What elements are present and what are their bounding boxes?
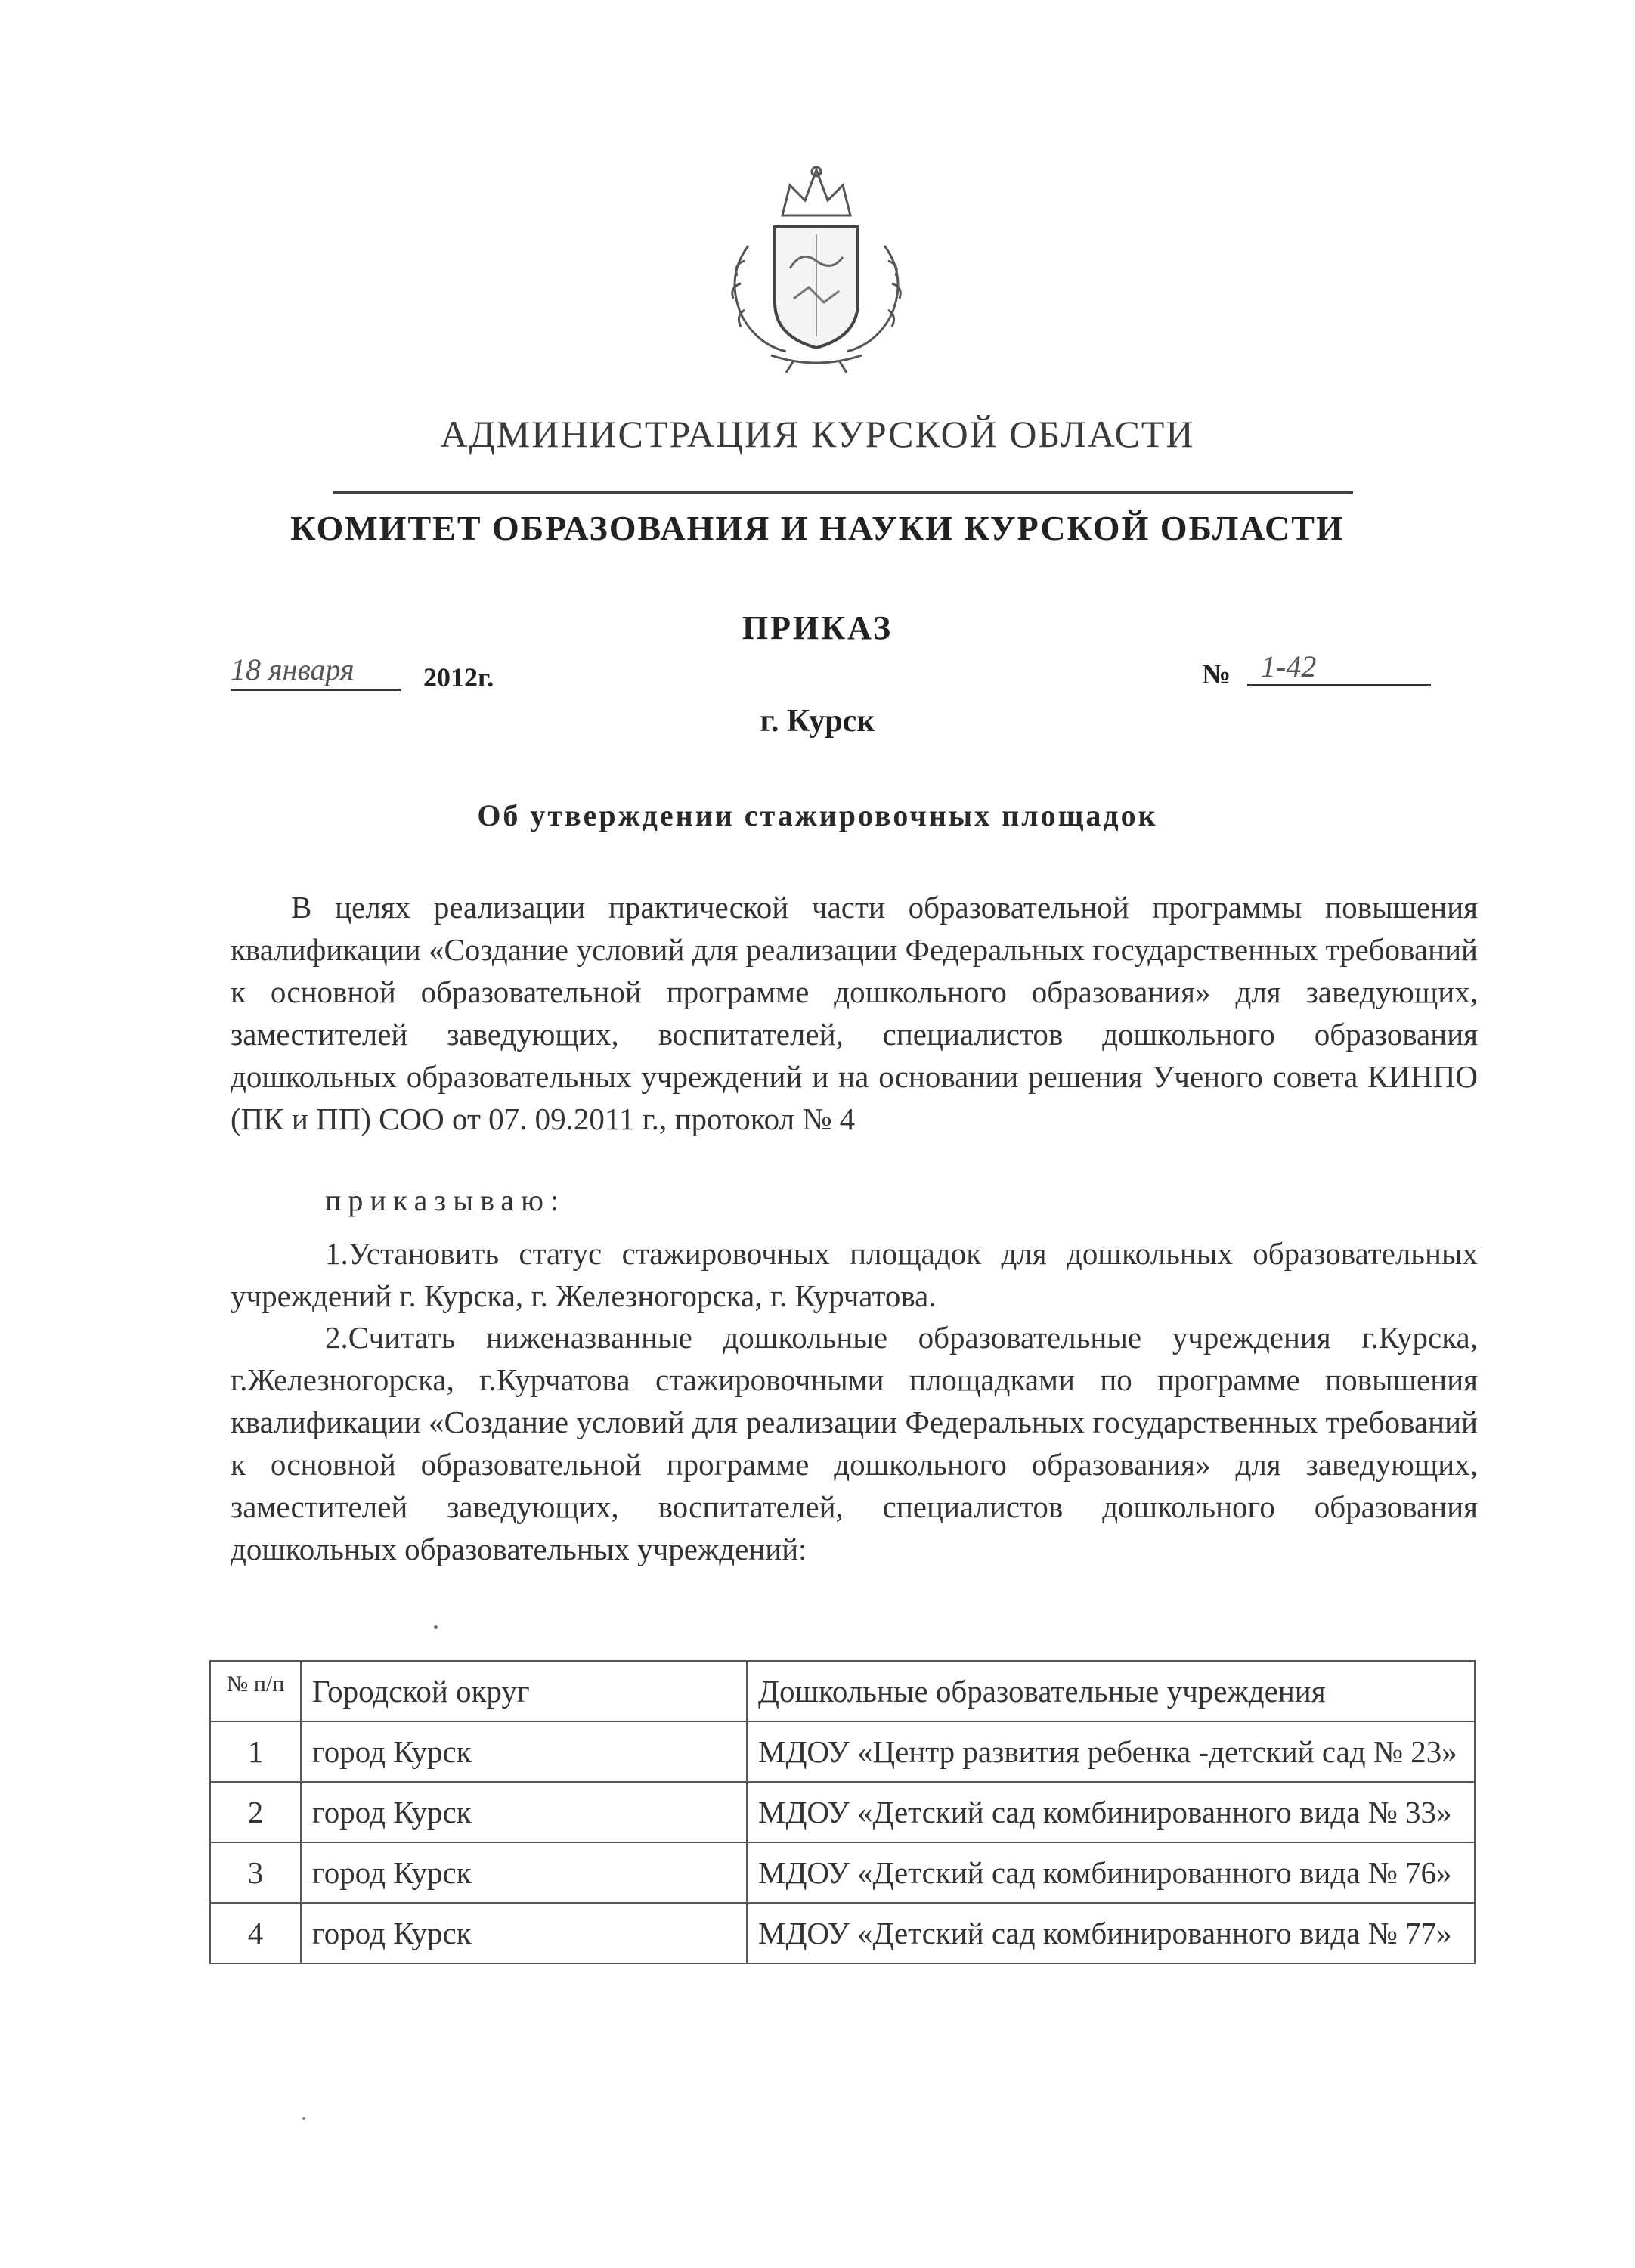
order-item-2: 2.Считать ниженазванные дошкольные образовательные учреждения г.Курска, г.Железногорска, г.Курчатова стажировочными площадками по программе повышения квалификации «Создание условий для реализации Федеральных государственных требований к основной образовательной программе дошкольного образования» для заведующих, заместителей заведующих, воспитателей, специалистов дошкольного образования дошкольных образовательных учреждений:: [231, 1320, 1478, 1566]
table-row: [210, 1842, 1475, 1903]
order-number-label: №: [1202, 658, 1231, 690]
header-institutions: Дошкольные образовательные учреждения: [747, 1661, 1475, 1721]
table-row: [210, 1782, 1475, 1842]
row-institution: МДОУ «Центр развития ребенка -детский сад № 23»: [747, 1721, 1475, 1782]
table-row: [210, 1903, 1475, 1963]
institutions-table: [209, 1660, 1476, 1964]
order-subject: Об утверждении стажировочных площадок: [477, 798, 1158, 832]
header-district: Городской округ: [301, 1661, 747, 1721]
scan-artifact-dot: [434, 1625, 438, 1629]
scan-artifact-mark: [302, 2117, 305, 2120]
row-num: 2: [210, 1782, 301, 1842]
header-num: № п/п: [210, 1661, 301, 1721]
order-title: ПРИКАЗ: [742, 609, 893, 646]
row-num: 1: [210, 1721, 301, 1782]
row-district: город Курск: [301, 1782, 747, 1842]
order-date-handwritten: 18 января: [231, 652, 401, 691]
order-year: 2012г.: [423, 662, 494, 692]
administration-title: АДМИНИСТРАЦИЯ КУРСКОЙ ОБЛАСТИ: [440, 413, 1195, 455]
order-number-handwritten: 1-42: [1247, 649, 1431, 686]
coat-of-arms-emblem: [703, 163, 930, 374]
order-directive: приказываю:: [325, 1183, 566, 1217]
table-row: [210, 1721, 1475, 1782]
row-district: город Курск: [301, 1842, 747, 1903]
row-institution: МДОУ «Детский сад комбинированного вида № 33»: [747, 1782, 1475, 1842]
row-num: 3: [210, 1842, 301, 1903]
row-num: 4: [210, 1903, 301, 1963]
row-district: город Курск: [301, 1721, 747, 1782]
preamble-paragraph: В целях реализации практической части образовательной программы повышения квалификации «Создание условий для реализации Федеральных государственных требований к основной образовательной программе дошкольного образования» для заведующих, заместителей заведующих, воспитателей, специалистов дошкольного образования дошкольных образовательных учреждений и на основании решения Ученого совета КИНПО (ПК и ПП) СОО от 07. 09.2011 г., протокол № 4: [231, 890, 1478, 1136]
order-item-1: 1.Установить статус стажировочных площадок для дошкольных образовательных учреждений г. Курска, г. Железногорска, г. Курчатова.: [231, 1236, 1478, 1313]
row-district: город Курск: [301, 1903, 747, 1963]
row-institution: МДОУ «Детский сад комбинированного вида № 77»: [747, 1903, 1475, 1963]
order-city: г. Курск: [760, 704, 875, 739]
committee-title: КОМИТЕТ ОБРАЗОВАНИЯ И НАУКИ КУРСКОЙ ОБЛАСТИ: [290, 509, 1345, 547]
row-institution: МДОУ «Детский сад комбинированного вида № 76»: [747, 1842, 1475, 1903]
table-header-row: [210, 1661, 1475, 1721]
header-divider: [333, 491, 1353, 494]
